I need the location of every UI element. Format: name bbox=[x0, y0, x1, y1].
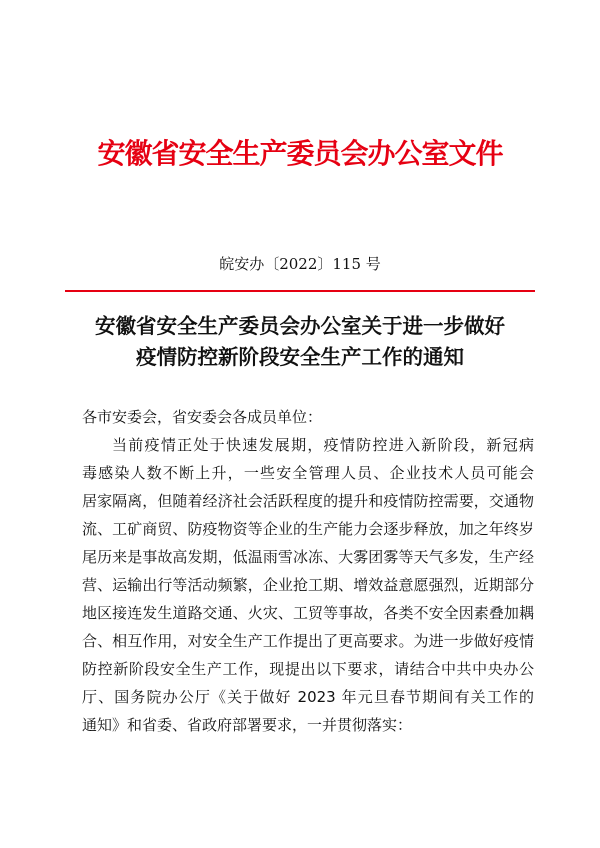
document-masthead: 安徽省安全生产委员会办公室文件 bbox=[97, 137, 503, 170]
body-line: 居家隔离，但随着经济社会活跃程度的提升和疫情防控需要，交通物 bbox=[82, 492, 534, 510]
document-title bbox=[40, 311, 560, 373]
salutation: 各市安委会，省安委会各成员单位： bbox=[82, 408, 323, 426]
document-body bbox=[82, 403, 534, 739]
body-line: 营、运输出行等活动频繁，企业抢工期、增效益意愿强烈，近期部分 bbox=[82, 576, 534, 594]
body-line: 通知》和省委、省政府部署要求，一并贯彻落实： bbox=[82, 716, 413, 734]
body-line: 地区接连发生道路交通、火灾、工贸等事故，各类不安全因素叠加耦 bbox=[82, 604, 534, 622]
body-line: 流、工矿商贸、防疫物资等企业的生产能力会逐步释放，加之年终岁 bbox=[82, 520, 534, 538]
body-line: 当前疫情正处于快速发展期，疫情防控进入新阶段，新冠病 bbox=[112, 436, 534, 454]
body-line: 尾历来是事故高发期，低温雨雪冰冻、大雾团雾等天气多发，生产经 bbox=[82, 548, 534, 566]
title-line: 疫情防控新阶段安全生产工作的通知 bbox=[136, 345, 464, 369]
title-line: 安徽省安全生产委员会办公室关于进一步做好 bbox=[95, 314, 505, 338]
document-number: 皖安办〔2022〕115 号 bbox=[219, 255, 381, 273]
body-line: 毒感染人数不断上升，一些安全管理人员、企业技术人员可能会 bbox=[82, 464, 534, 482]
red-divider-line bbox=[65, 290, 535, 292]
body-line: 厅、国务院办公厅《关于做好 2023 年元旦春节期间有关工作的 bbox=[82, 688, 534, 706]
body-line: 合、相互作用，对安全生产工作提出了更高要求。为进一步做好疫情 bbox=[82, 632, 534, 650]
body-line: 防控新阶段安全生产工作，现提出以下要求，请结合中共中央办公 bbox=[82, 660, 534, 678]
